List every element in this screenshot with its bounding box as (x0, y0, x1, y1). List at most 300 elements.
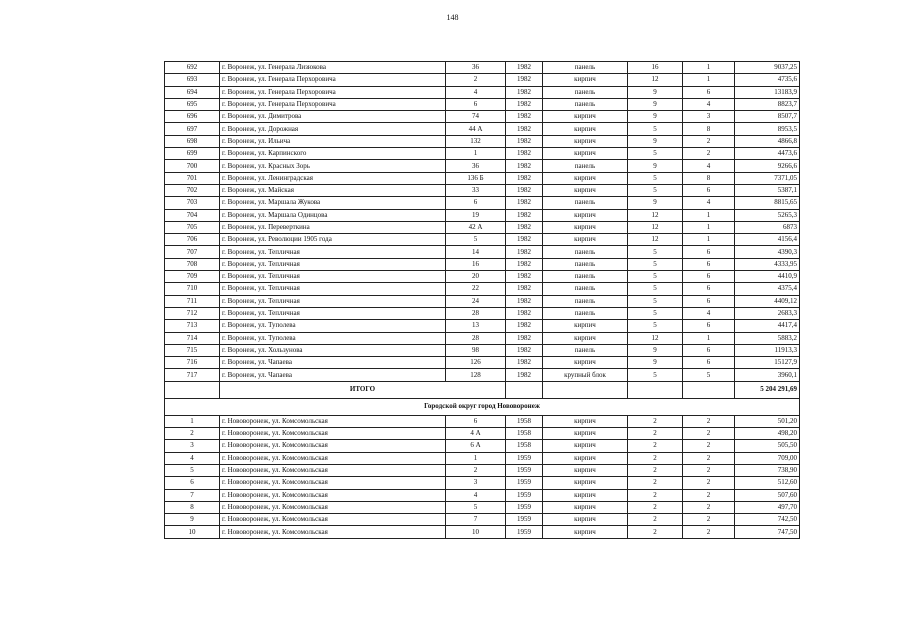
row-entrances: 2 (683, 489, 735, 501)
row-floors: 2 (628, 501, 683, 513)
row-number: 9 (165, 514, 220, 526)
row-address: г. Воронеж, ул. Тепличная (220, 258, 446, 270)
row-wall-material: кирпич (543, 428, 628, 440)
row-address: г. Воронеж, ул. Туполева (220, 332, 446, 344)
row-wall-material: панель (543, 86, 628, 98)
row-house-number: 42 А (446, 221, 506, 233)
table-row (165, 514, 800, 526)
total-label: ИТОГО (220, 381, 506, 398)
row-wall-material: панель (543, 307, 628, 319)
row-house-number: 2 (446, 74, 506, 86)
row-year: 1959 (506, 526, 543, 538)
table-row (165, 283, 800, 295)
row-year: 1982 (506, 111, 543, 123)
row-number: 714 (165, 332, 220, 344)
table-row (165, 369, 800, 381)
table-row (165, 295, 800, 307)
row-wall-material: кирпич (543, 332, 628, 344)
row-address: г. Воронеж, ул. Хользунова (220, 344, 446, 356)
row-year: 1982 (506, 357, 543, 369)
row-wall-material: кирпич (543, 172, 628, 184)
row-address: г. Воронеж, ул. Красных Зорь (220, 160, 446, 172)
page-number: 148 (446, 13, 459, 22)
row-floors: 12 (628, 74, 683, 86)
row-floors: 2 (628, 452, 683, 464)
row-entrances: 4 (683, 197, 735, 209)
row-entrances: 6 (683, 184, 735, 196)
row-area: 747,50 (735, 526, 800, 538)
table-row (165, 452, 800, 464)
row-wall-material: кирпич (543, 489, 628, 501)
row-area: 8815,65 (735, 197, 800, 209)
row-entrances: 4 (683, 307, 735, 319)
row-number: 702 (165, 184, 220, 196)
row-entrances: 4 (683, 98, 735, 110)
row-area: 4156,4 (735, 234, 800, 246)
row-entrances: 6 (683, 320, 735, 332)
row-wall-material: кирпич (543, 123, 628, 135)
row-year: 1959 (506, 452, 543, 464)
row-area: 498,20 (735, 428, 800, 440)
row-entrances: 2 (683, 464, 735, 476)
row-floors: 2 (628, 440, 683, 452)
row-year: 1958 (506, 415, 543, 427)
total-row (165, 381, 800, 398)
row-year: 1982 (506, 271, 543, 283)
table-row (165, 209, 800, 221)
row-number: 716 (165, 357, 220, 369)
row-address: г. Нововоронеж, ул. Комсомольская (220, 477, 446, 489)
total-empty-cell (543, 381, 628, 398)
row-address: г. Воронеж, ул. Революции 1905 года (220, 234, 446, 246)
row-address: г. Воронеж, ул. Тепличная (220, 307, 446, 319)
row-year: 1982 (506, 123, 543, 135)
row-year: 1982 (506, 86, 543, 98)
row-number: 712 (165, 307, 220, 319)
row-number: 698 (165, 135, 220, 147)
row-house-number: 3 (446, 477, 506, 489)
row-wall-material: кирпич (543, 209, 628, 221)
row-floors: 5 (628, 246, 683, 258)
row-address: г. Нововоронеж, ул. Комсомольская (220, 514, 446, 526)
row-floors: 2 (628, 428, 683, 440)
row-floors: 12 (628, 209, 683, 221)
row-address: г. Воронеж, ул. Ильича (220, 135, 446, 147)
row-wall-material: кирпич (543, 184, 628, 196)
row-year: 1982 (506, 344, 543, 356)
row-year: 1959 (506, 514, 543, 526)
row-year: 1982 (506, 98, 543, 110)
row-wall-material: панель (543, 98, 628, 110)
row-year: 1982 (506, 209, 543, 221)
row-entrances: 2 (683, 440, 735, 452)
row-wall-material: кирпич (543, 415, 628, 427)
row-wall-material: панель (543, 283, 628, 295)
row-address: г. Нововоронеж, ул. Комсомольская (220, 440, 446, 452)
row-year: 1982 (506, 74, 543, 86)
row-entrances: 5 (683, 369, 735, 381)
table-row (165, 148, 800, 160)
row-number: 697 (165, 123, 220, 135)
row-floors: 2 (628, 464, 683, 476)
row-entrances: 6 (683, 344, 735, 356)
row-number: 4 (165, 452, 220, 464)
row-address: г. Нововоронеж, ул. Комсомольская (220, 428, 446, 440)
row-year: 1982 (506, 160, 543, 172)
row-number: 715 (165, 344, 220, 356)
row-entrances: 1 (683, 332, 735, 344)
row-address: г. Воронеж, ул. Тепличная (220, 246, 446, 258)
row-house-number: 2 (446, 464, 506, 476)
row-year: 1982 (506, 234, 543, 246)
row-house-number: 4 (446, 86, 506, 98)
row-wall-material: кирпич (543, 477, 628, 489)
row-entrances: 2 (683, 526, 735, 538)
row-number: 2 (165, 428, 220, 440)
total-empty-cell (506, 381, 543, 398)
row-house-number: 13 (446, 320, 506, 332)
row-address: г. Воронеж, ул. Генерала Перхоровича (220, 98, 446, 110)
table-row (165, 415, 800, 427)
row-address: г. Нововоронеж, ул. Комсомольская (220, 526, 446, 538)
row-number: 709 (165, 271, 220, 283)
row-year: 1959 (506, 501, 543, 513)
row-house-number: 5 (446, 234, 506, 246)
table-row (165, 428, 800, 440)
table-row (165, 357, 800, 369)
row-area: 4735,6 (735, 74, 800, 86)
row-number: 699 (165, 148, 220, 160)
row-address: г. Нововоронеж, ул. Комсомольская (220, 452, 446, 464)
row-house-number: 36 (446, 62, 506, 74)
row-year: 1982 (506, 197, 543, 209)
row-floors: 5 (628, 369, 683, 381)
row-wall-material: кирпич (543, 111, 628, 123)
row-entrances: 2 (683, 415, 735, 427)
section-title: Городской округ город Нововоронеж (165, 398, 800, 415)
table-row (165, 184, 800, 196)
row-area: 13183,9 (735, 86, 800, 98)
row-area: 709,00 (735, 452, 800, 464)
row-area: 497,70 (735, 501, 800, 513)
table-row (165, 111, 800, 123)
row-number: 8 (165, 501, 220, 513)
row-entrances: 4 (683, 160, 735, 172)
row-house-number: 6 (446, 197, 506, 209)
row-entrances: 2 (683, 514, 735, 526)
row-number: 704 (165, 209, 220, 221)
row-number: 1 (165, 415, 220, 427)
row-year: 1982 (506, 221, 543, 233)
row-year: 1982 (506, 295, 543, 307)
row-area: 507,60 (735, 489, 800, 501)
row-address: г. Воронеж, ул. Маршала Одинцова (220, 209, 446, 221)
row-floors: 5 (628, 283, 683, 295)
row-address: г. Нововоронеж, ул. Комсомольская (220, 415, 446, 427)
row-address: г. Воронеж, ул. Туполева (220, 320, 446, 332)
row-year: 1958 (506, 428, 543, 440)
row-address: г. Воронеж, ул. Маршала Жукова (220, 197, 446, 209)
row-address: г. Воронеж, ул. Переверткина (220, 221, 446, 233)
row-address: г. Воронеж, ул. Генерала Перхоровича (220, 74, 446, 86)
row-house-number: 22 (446, 283, 506, 295)
row-area: 4410,9 (735, 271, 800, 283)
row-area: 11913,3 (735, 344, 800, 356)
row-address: г. Воронеж, ул. Майская (220, 184, 446, 196)
row-area: 4390,3 (735, 246, 800, 258)
row-house-number: 4 А (446, 428, 506, 440)
row-area: 4866,8 (735, 135, 800, 147)
registry-body (165, 62, 800, 539)
row-number: 703 (165, 197, 220, 209)
total-empty-cell (165, 381, 220, 398)
row-entrances: 6 (683, 86, 735, 98)
row-number: 710 (165, 283, 220, 295)
row-entrances: 6 (683, 246, 735, 258)
row-wall-material: кирпич (543, 320, 628, 332)
row-area: 8507,7 (735, 111, 800, 123)
row-year: 1982 (506, 258, 543, 270)
row-number: 700 (165, 160, 220, 172)
row-floors: 5 (628, 258, 683, 270)
row-area: 2683,3 (735, 307, 800, 319)
row-floors: 16 (628, 62, 683, 74)
table-row (165, 477, 800, 489)
row-house-number: 128 (446, 369, 506, 381)
row-area: 738,90 (735, 464, 800, 476)
row-wall-material: кирпич (543, 452, 628, 464)
row-wall-material: кирпич (543, 148, 628, 160)
row-floors: 9 (628, 98, 683, 110)
row-area: 6873 (735, 221, 800, 233)
row-house-number: 6 (446, 415, 506, 427)
row-number: 5 (165, 464, 220, 476)
row-area: 15127,9 (735, 357, 800, 369)
row-number: 10 (165, 526, 220, 538)
row-area: 4473,6 (735, 148, 800, 160)
table-row (165, 440, 800, 452)
table-row (165, 526, 800, 538)
row-floors: 9 (628, 111, 683, 123)
total-empty-cell (628, 381, 683, 398)
row-wall-material: панель (543, 271, 628, 283)
row-year: 1982 (506, 307, 543, 319)
housing-registry-table (164, 61, 800, 539)
row-number: 6 (165, 477, 220, 489)
row-year: 1982 (506, 320, 543, 332)
row-wall-material: панель (543, 197, 628, 209)
row-area: 512,60 (735, 477, 800, 489)
row-year: 1982 (506, 246, 543, 258)
table-row (165, 221, 800, 233)
row-area: 9266,6 (735, 160, 800, 172)
table-row (165, 74, 800, 86)
row-address: г. Воронеж, ул. Дорожная (220, 123, 446, 135)
row-area: 5883,2 (735, 332, 800, 344)
row-floors: 5 (628, 184, 683, 196)
row-address: г. Воронеж, ул. Ленинградская (220, 172, 446, 184)
row-floors: 9 (628, 135, 683, 147)
row-address: г. Воронеж, ул. Чапаева (220, 369, 446, 381)
table-row (165, 246, 800, 258)
table-row (165, 98, 800, 110)
row-house-number: 6 (446, 98, 506, 110)
table-row (165, 160, 800, 172)
table-row (165, 197, 800, 209)
row-number: 706 (165, 234, 220, 246)
row-floors: 5 (628, 123, 683, 135)
row-area: 742,50 (735, 514, 800, 526)
row-area: 501,20 (735, 415, 800, 427)
row-year: 1982 (506, 148, 543, 160)
row-number: 692 (165, 62, 220, 74)
row-wall-material: кирпич (543, 135, 628, 147)
row-address: г. Воронеж, ул. Тепличная (220, 295, 446, 307)
row-floors: 9 (628, 86, 683, 98)
row-address: г. Нововоронеж, ул. Комсомольская (220, 501, 446, 513)
row-wall-material: кирпич (543, 514, 628, 526)
row-floors: 2 (628, 415, 683, 427)
row-number: 708 (165, 258, 220, 270)
row-area: 8953,5 (735, 123, 800, 135)
row-number: 695 (165, 98, 220, 110)
row-year: 1958 (506, 440, 543, 452)
table-row (165, 464, 800, 476)
row-address: г. Воронеж, ул. Тепличная (220, 271, 446, 283)
row-house-number: 74 (446, 111, 506, 123)
row-year: 1982 (506, 172, 543, 184)
row-entrances: 1 (683, 221, 735, 233)
row-entrances: 6 (683, 271, 735, 283)
row-floors: 5 (628, 148, 683, 160)
row-house-number: 126 (446, 357, 506, 369)
row-house-number: 28 (446, 332, 506, 344)
row-number: 707 (165, 246, 220, 258)
row-floors: 5 (628, 307, 683, 319)
row-floors: 2 (628, 477, 683, 489)
row-house-number: 14 (446, 246, 506, 258)
row-floors: 5 (628, 271, 683, 283)
row-year: 1959 (506, 489, 543, 501)
row-house-number: 36 (446, 160, 506, 172)
row-number: 693 (165, 74, 220, 86)
table-row (165, 332, 800, 344)
row-wall-material: кирпич (543, 464, 628, 476)
table-row (165, 135, 800, 147)
table-row (165, 501, 800, 513)
row-floors: 12 (628, 332, 683, 344)
row-area: 5265,3 (735, 209, 800, 221)
row-area: 3960,1 (735, 369, 800, 381)
row-wall-material: кирпич (543, 501, 628, 513)
row-address: г. Воронеж, ул. Генерала Перхоровича (220, 86, 446, 98)
row-area: 4409,12 (735, 295, 800, 307)
table-row (165, 489, 800, 501)
row-address: г. Воронеж, ул. Чапаева (220, 357, 446, 369)
total-empty-cell (683, 381, 735, 398)
row-year: 1982 (506, 283, 543, 295)
row-year: 1982 (506, 332, 543, 344)
row-wall-material: кирпич (543, 74, 628, 86)
row-floors: 2 (628, 526, 683, 538)
row-area: 4417,4 (735, 320, 800, 332)
row-entrances: 6 (683, 283, 735, 295)
row-floors: 9 (628, 160, 683, 172)
row-entrances: 8 (683, 172, 735, 184)
row-area: 5387,1 (735, 184, 800, 196)
row-wall-material: кирпич (543, 440, 628, 452)
row-wall-material: кирпич (543, 234, 628, 246)
row-number: 705 (165, 221, 220, 233)
row-floors: 9 (628, 197, 683, 209)
row-address: г. Воронеж, ул. Тепличная (220, 283, 446, 295)
row-entrances: 1 (683, 209, 735, 221)
row-floors: 12 (628, 221, 683, 233)
row-house-number: 1 (446, 452, 506, 464)
row-wall-material: кирпич (543, 526, 628, 538)
row-entrances: 2 (683, 135, 735, 147)
table-row (165, 62, 800, 74)
table-row (165, 344, 800, 356)
row-house-number: 136 Б (446, 172, 506, 184)
row-house-number: 132 (446, 135, 506, 147)
row-house-number: 44 А (446, 123, 506, 135)
row-address: г. Нововоронеж, ул. Комсомольская (220, 464, 446, 476)
row-address: г. Воронеж, ул. Карпинского (220, 148, 446, 160)
row-floors: 5 (628, 172, 683, 184)
table-row (165, 172, 800, 184)
table-row (165, 86, 800, 98)
row-entrances: 6 (683, 295, 735, 307)
row-year: 1959 (506, 464, 543, 476)
row-area: 8823,7 (735, 98, 800, 110)
row-number: 701 (165, 172, 220, 184)
row-entrances: 6 (683, 357, 735, 369)
row-wall-material: панель (543, 258, 628, 270)
row-wall-material: крупный блок (543, 369, 628, 381)
row-floors: 12 (628, 234, 683, 246)
row-address: г. Воронеж, ул. Димитрова (220, 111, 446, 123)
row-house-number: 4 (446, 489, 506, 501)
row-house-number: 33 (446, 184, 506, 196)
row-floors: 2 (628, 514, 683, 526)
row-floors: 5 (628, 295, 683, 307)
row-year: 1959 (506, 477, 543, 489)
row-floors: 5 (628, 320, 683, 332)
total-value: 5 204 291,69 (735, 381, 800, 398)
row-year: 1982 (506, 135, 543, 147)
row-area: 7371,05 (735, 172, 800, 184)
row-number: 694 (165, 86, 220, 98)
row-entrances: 1 (683, 74, 735, 86)
row-number: 696 (165, 111, 220, 123)
row-number: 711 (165, 295, 220, 307)
row-year: 1982 (506, 369, 543, 381)
row-house-number: 10 (446, 526, 506, 538)
row-house-number: 1 (446, 148, 506, 160)
row-entrances: 2 (683, 477, 735, 489)
row-number: 3 (165, 440, 220, 452)
row-wall-material: панель (543, 62, 628, 74)
row-address: г. Воронеж, ул. Генерала Лизюкова (220, 62, 446, 74)
row-house-number: 98 (446, 344, 506, 356)
row-entrances: 8 (683, 123, 735, 135)
row-year: 1982 (506, 184, 543, 196)
row-wall-material: кирпич (543, 357, 628, 369)
row-number: 717 (165, 369, 220, 381)
row-number: 713 (165, 320, 220, 332)
row-floors: 9 (628, 344, 683, 356)
